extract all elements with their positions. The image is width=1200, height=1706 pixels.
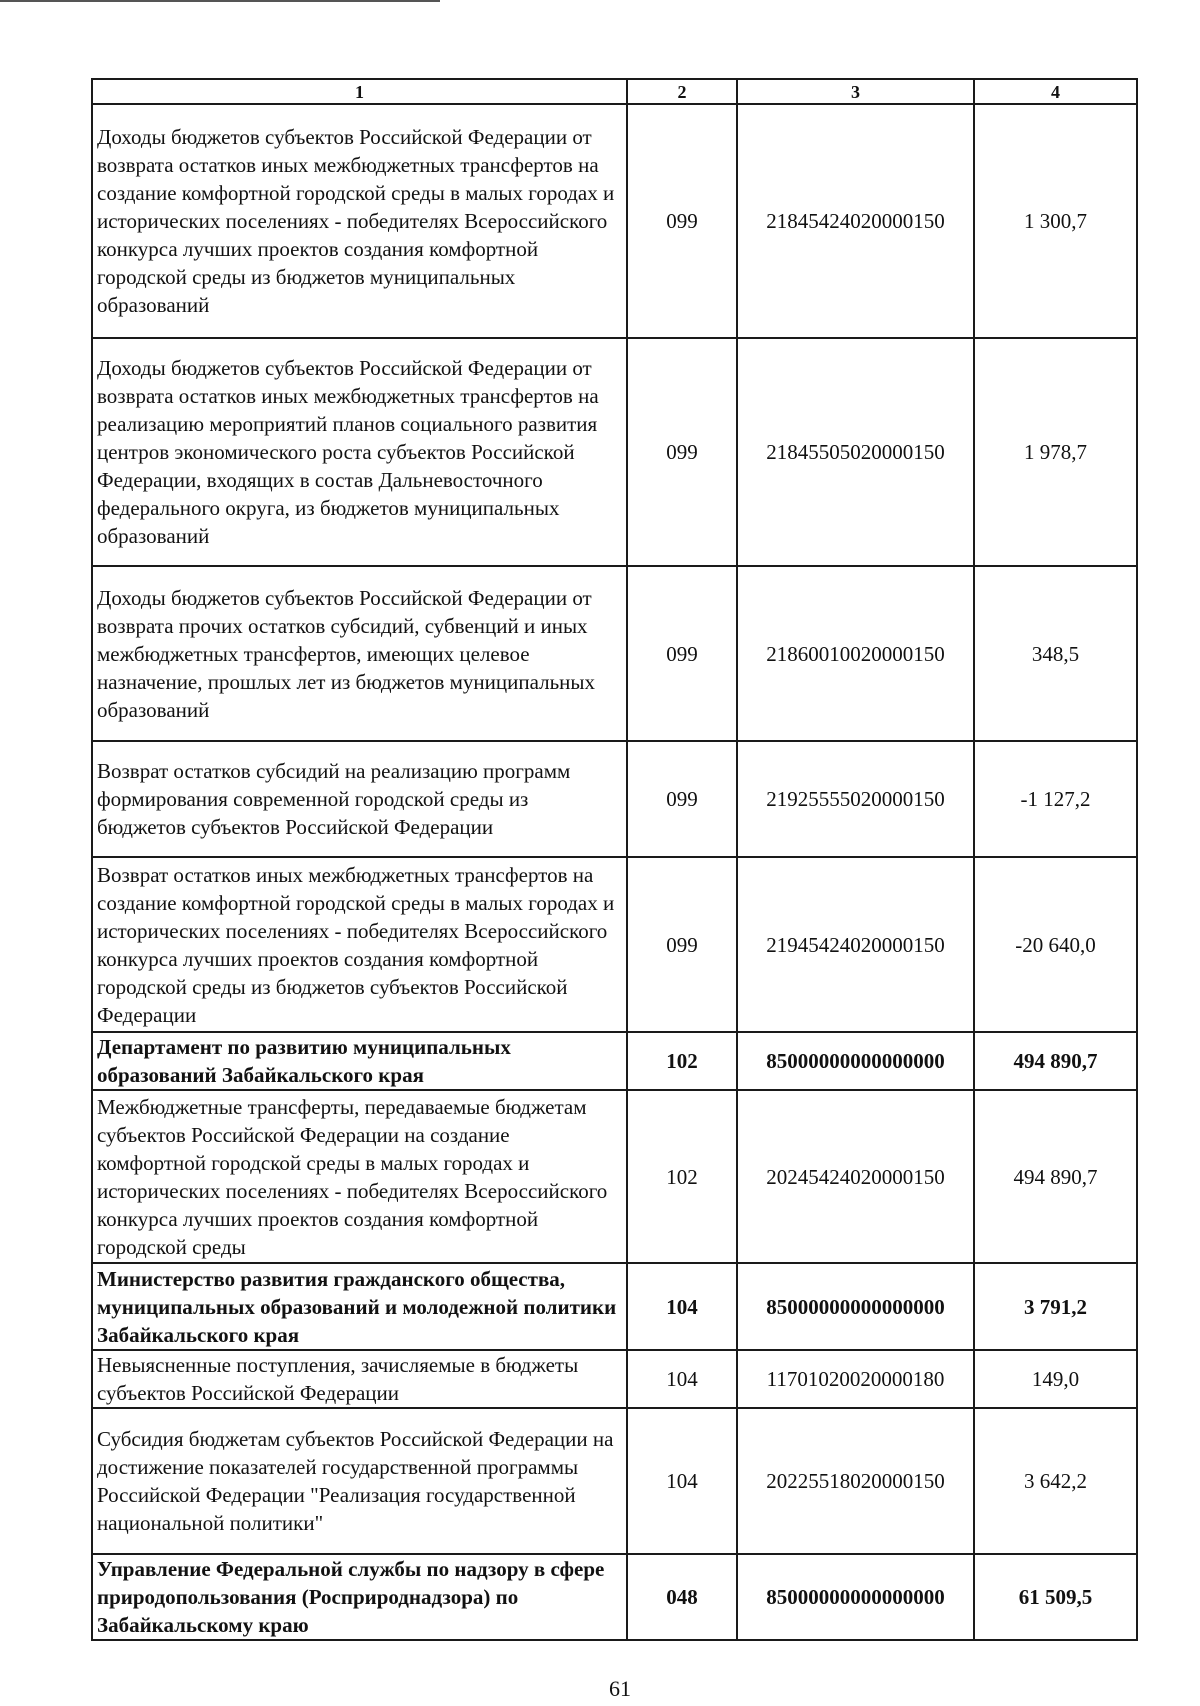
row-kbk-code: 21860010020000150 xyxy=(737,566,974,741)
table-row xyxy=(92,1090,1137,1263)
table-row xyxy=(92,1350,1137,1408)
row-admin-code: 102 xyxy=(627,1032,737,1090)
row-amount: -1 127,2 xyxy=(974,741,1137,857)
row-kbk-code: 11701020020000180 xyxy=(737,1350,974,1408)
row-amount: 494 890,7 xyxy=(974,1090,1137,1263)
row-kbk-code: 20225518020000150 xyxy=(737,1408,974,1554)
row-kbk-code: 85000000000000000 xyxy=(737,1032,974,1090)
row-kbk-code: 85000000000000000 xyxy=(737,1554,974,1640)
row-amount: 348,5 xyxy=(974,566,1137,741)
row-name: Доходы бюджетов субъектов Российской Федерации от возврата прочих остатков субсидий, субвенций и иных межбюджетных трансфертов, имеющих целевое назначение, прошлых лет из бюджетов муниципальных образований xyxy=(92,566,627,741)
row-name: Возврат остатков субсидий на реализацию программ формирования современной городской среды из бюджетов субъектов Российской Федерации xyxy=(92,741,627,857)
table-row xyxy=(92,1408,1137,1554)
row-admin-code: 104 xyxy=(627,1263,737,1350)
row-admin-code: 099 xyxy=(627,104,737,338)
row-kbk-code: 21945424020000150 xyxy=(737,857,974,1032)
header-col-4: 4 xyxy=(974,79,1137,104)
row-name: Министерство развития гражданского общества, муниципальных образований и молодежной политики Забайкальского края xyxy=(92,1263,627,1350)
header-col-1: 1 xyxy=(92,79,627,104)
row-amount: 61 509,5 xyxy=(974,1554,1137,1640)
header-row xyxy=(92,79,1137,104)
header-col-2: 2 xyxy=(627,79,737,104)
row-kbk-code: 85000000000000000 xyxy=(737,1263,974,1350)
row-admin-code: 102 xyxy=(627,1090,737,1263)
table-row xyxy=(92,104,1137,338)
row-admin-code: 104 xyxy=(627,1350,737,1408)
row-admin-code: 048 xyxy=(627,1554,737,1640)
row-amount: 3 642,2 xyxy=(974,1408,1137,1554)
table-row xyxy=(92,857,1137,1032)
table-row xyxy=(92,741,1137,857)
row-name: Невыясненные поступления, зачисляемые в бюджеты субъектов Российской Федерации xyxy=(92,1350,627,1408)
row-name: Управление Федеральной службы по надзору в сфере природопользования (Росприроднадзора) по Забайкальскому краю xyxy=(92,1554,627,1640)
row-name: Субсидия бюджетам субъектов Российской Федерации на достижение показателей государственной программы Российской Федерации "Реализация государственной национальной политики" xyxy=(92,1408,627,1554)
row-admin-code: 099 xyxy=(627,857,737,1032)
row-name: Возврат остатков иных межбюджетных трансфертов на создание комфортной городской среды в малых городах и исторических поселениях - победителях Всероссийского конкурса лучших проектов создания комфортной городской среды из бюджетов субъектов Российской Федерации xyxy=(92,857,627,1032)
row-amount: 1 300,7 xyxy=(974,104,1137,338)
row-amount: -20 640,0 xyxy=(974,857,1137,1032)
row-amount: 494 890,7 xyxy=(974,1032,1137,1090)
row-amount: 1 978,7 xyxy=(974,338,1137,566)
table-row xyxy=(92,566,1137,741)
row-kbk-code: 20245424020000150 xyxy=(737,1090,974,1263)
row-name: Доходы бюджетов субъектов Российской Федерации от возврата остатков иных межбюджетных трансфертов на создание комфортной городской среды в малых городах и исторических поселениях - победителях Всероссийского конкурса лучших проектов создания комфортной городской среды из бюджетов муниципальных образований xyxy=(92,104,627,338)
revenue-table xyxy=(91,78,1138,1641)
table-row-section xyxy=(92,1554,1137,1640)
row-admin-code: 099 xyxy=(627,741,737,857)
row-amount: 3 791,2 xyxy=(974,1263,1137,1350)
row-kbk-code: 21925555020000150 xyxy=(737,741,974,857)
row-admin-code: 104 xyxy=(627,1408,737,1554)
row-name: Межбюджетные трансферты, передаваемые бюджетам субъектов Российской Федерации на создание комфортной городской среды в малых городах и исторических поселениях - победителях Всероссийского конкурса лучших проектов создания комфортной городской среды xyxy=(92,1090,627,1263)
row-amount: 149,0 xyxy=(974,1350,1137,1408)
row-admin-code: 099 xyxy=(627,338,737,566)
page-number: 61 xyxy=(609,1676,631,1701)
row-admin-code: 099 xyxy=(627,566,737,741)
row-kbk-code: 21845505020000150 xyxy=(737,338,974,566)
table-row-section xyxy=(92,1263,1137,1350)
table-row xyxy=(92,338,1137,566)
table-row-section xyxy=(92,1032,1137,1090)
row-kbk-code: 21845424020000150 xyxy=(737,104,974,338)
row-name: Доходы бюджетов субъектов Российской Федерации от возврата остатков иных межбюджетных трансфертов на реализацию мероприятий планов социального развития центров экономического роста субъектов Российской Федерации, входящих в состав Дальневосточного федерального округа, из бюджетов муниципальных образований xyxy=(92,338,627,566)
top-edge-line xyxy=(0,0,440,2)
row-name: Департамент по развитию муниципальных образований Забайкальского края xyxy=(92,1032,627,1090)
header-col-3: 3 xyxy=(737,79,974,104)
